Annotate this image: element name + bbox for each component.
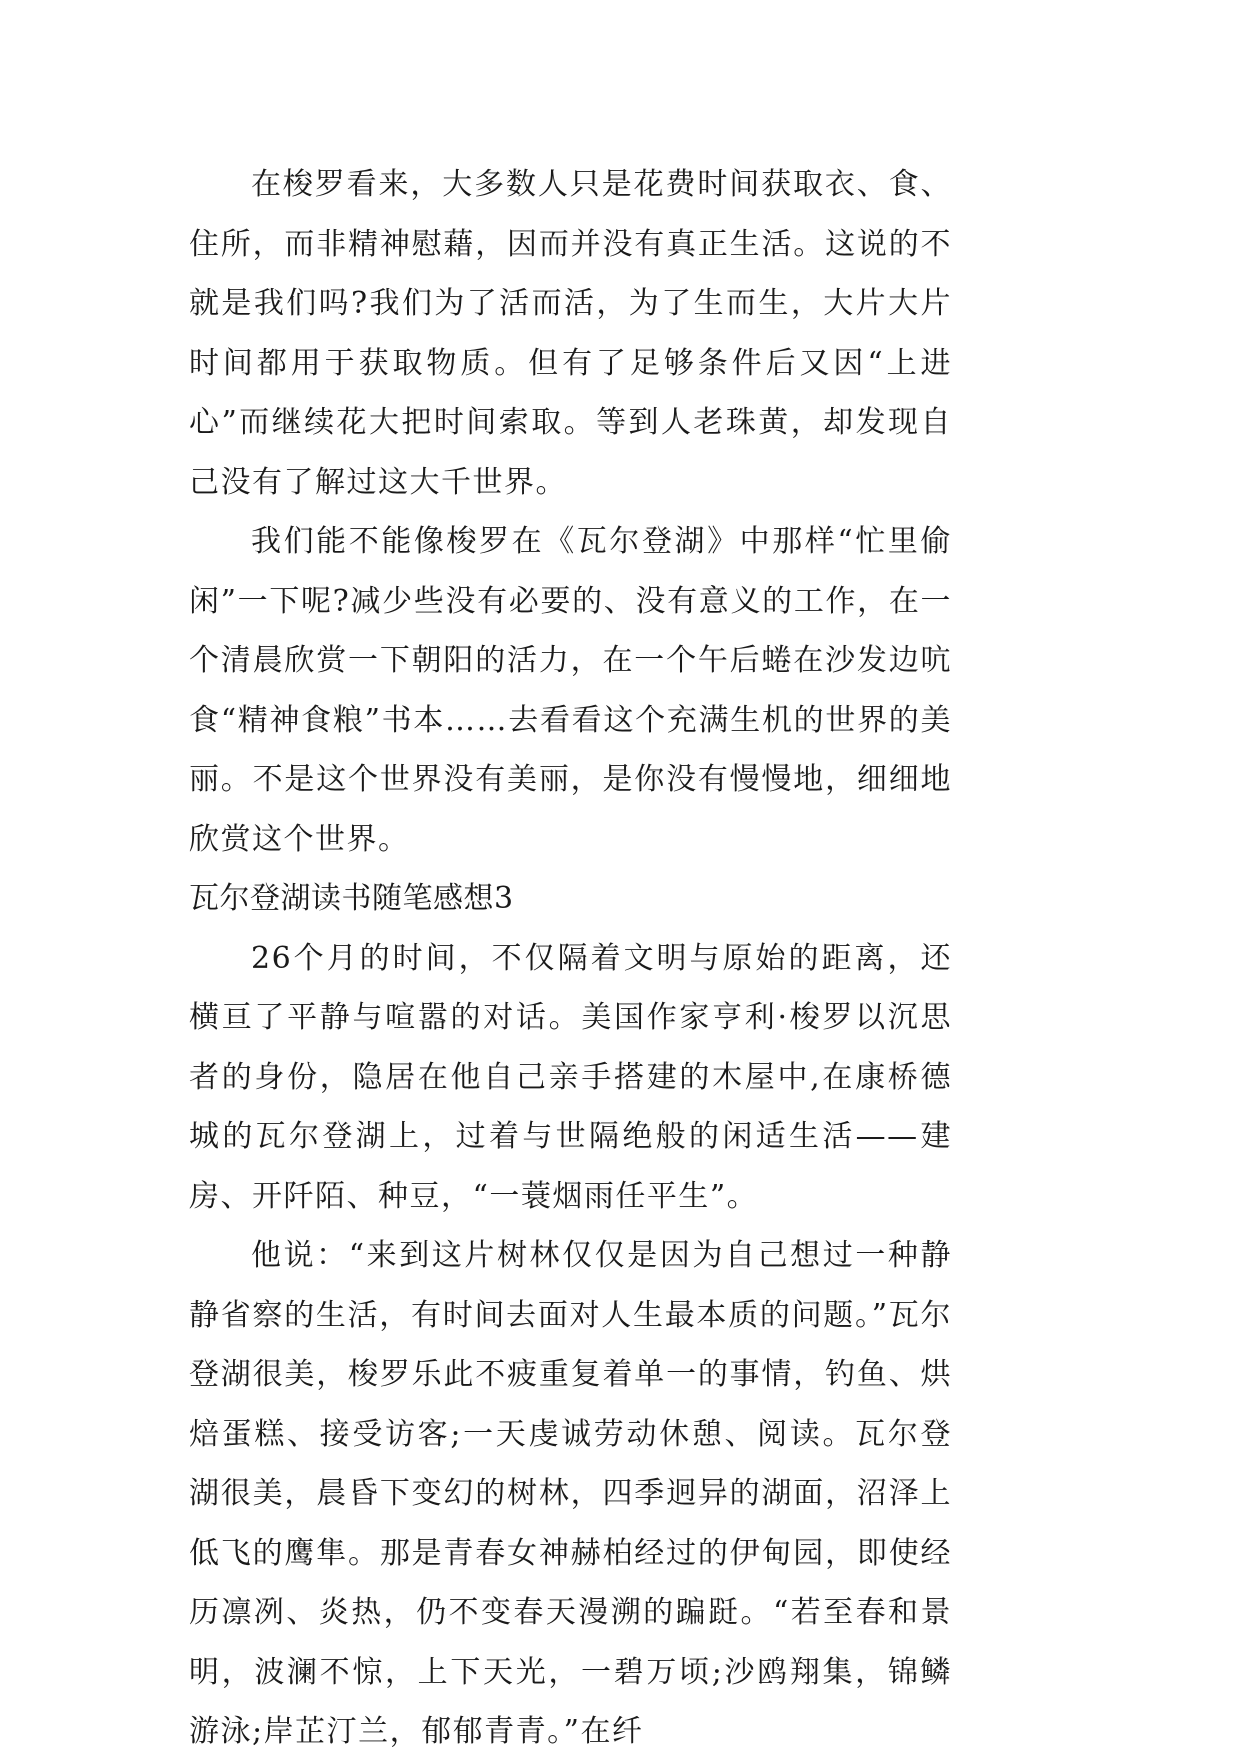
paragraph-4: 他说：“来到这片树林仅仅是因为自己想过一种静静省察的生活，有时间去面对人生最本质的问题。”瓦尔登湖很美，梭罗乐此不疲重复着单一的事情，钓鱼、烘焙蛋糕、接受访客;一天虔诚劳动休憩、阅读。瓦尔登湖很美，晨昏下变幻的树林，四季迥异的湖面，沼泽上低飞的鹰隼。那是青春女神赫柏经过的伊甸园，即使经历凛冽、炎热，仍不变春天漫溯的蹁跹。“若至春和景明，波澜不惊，上下天光，一碧万顷;沙鸥翔集，锦鳞游泳;岸芷汀兰，郁郁青青。”在纤 [189,1238,952,1749]
paragraph-2: 我们能不能像梭罗在《瓦尔登湖》中那样“忙里偷闲”一下呢?减少些没有必要的、没有意义的工作，在一个清晨欣赏一下朝阳的活力，在一个午后蜷在沙发边吭食“精神食粮”书本……去看看这个充满生机的世界的美丽。不是这个世界没有美丽，是你没有慢慢地，细细地欣赏这个世界。 [189,524,952,857]
paragraph-1: 在梭罗看来，大多数人只是花费时间获取衣、食、住所，而非精神慰藉，因而并没有真正生活。这说的不就是我们吗?我们为了活而活，为了生而生，大片大片时间都用于获取物质。但有了足够条件后又因“上进心”而继续花大把时间索取。等到人老珠黄，却发现自己没有了解过这大千世界。 [189,167,952,500]
document-body [189,155,952,1754]
section-heading: 瓦尔登湖读书随笔感想3 [189,881,514,916]
paragraph-3: 26个月的时间，不仅隔着文明与原始的距离，还横亘了平静与喧嚣的对话。美国作家亨利·梭罗以沉思者的身份，隐居在他自己亲手搭建的木屋中,在康桥德城的瓦尔登湖上，过着与世隔绝般的闲适生活——建房、开阡陌、种豆，“一蓑烟雨任平生”。 [189,940,952,1214]
